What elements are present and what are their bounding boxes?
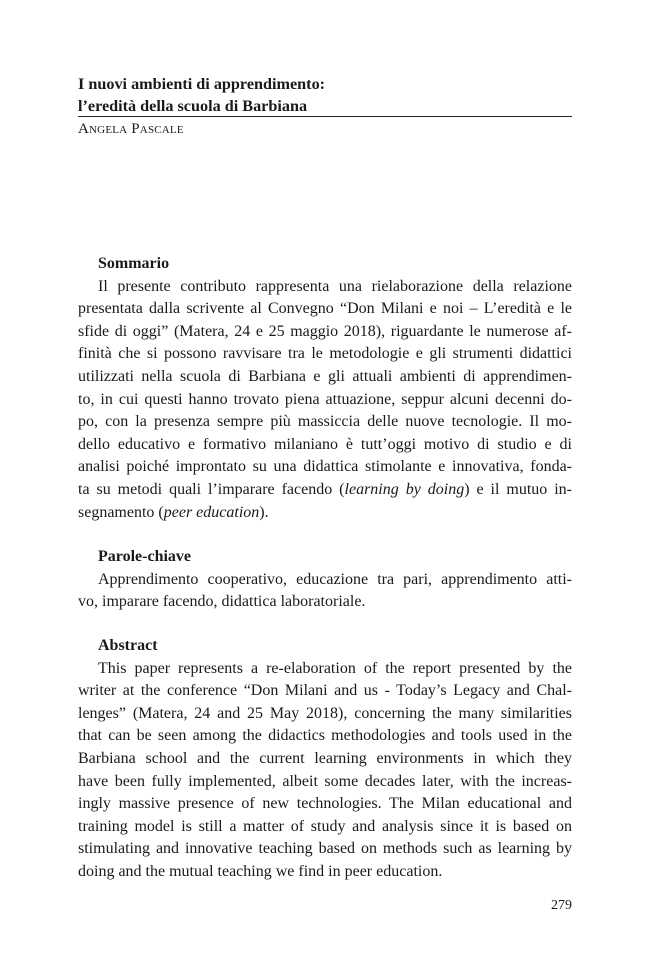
article-title (78, 73, 572, 117)
abstract-line: Barbiana school and the current learning environments in which they (78, 749, 572, 767)
sommario-line: to, in cui questi hanno trovato piena attuazione, seppur alcuni decenni do- (78, 390, 572, 408)
sommario-line-text: ta su metodi quali l’imparare facendo ( (78, 480, 345, 498)
abstract-line: that can be seen among the didactics methodologies and tools used in the (78, 727, 572, 745)
page-number: 279 (551, 898, 572, 913)
abstract-line: ingly massive presence of new technologies. The Milan educational and (78, 795, 572, 813)
abstract-body (78, 658, 572, 884)
parole-chiave-section (78, 546, 572, 614)
sommario-heading: Sommario (98, 255, 170, 272)
sommario-line (78, 502, 572, 525)
abstract-line: writer at the conference “Don Milani and us - Today’s Legacy and Chal- (78, 682, 572, 700)
parole-chiave-body (78, 569, 572, 614)
parole-chiave-line: vo, imparare facendo, didattica laboratoriale. (78, 593, 366, 611)
author-name: Angela Pascale (78, 121, 184, 137)
sommario-line: finità che si possono ravvisare tra le metodologie e gli strumenti didattici (78, 345, 572, 363)
sommario-line: sfide di oggi” (Matera, 24 e 25 maggio 2018), riguardante le numerose af- (78, 322, 572, 340)
abstract-line: This paper represents a re-elaboration of the report presented by the (98, 659, 572, 677)
sommario-line-text: segnamento ( (78, 503, 164, 521)
sommario-line: po, con la presenza sempre più massiccia delle nuove tecnologie. Il mo- (78, 413, 572, 431)
sommario-body (78, 276, 572, 525)
abstract-line: doing and the mutual teaching we find in peer education. (78, 862, 443, 880)
sommario-italic-term: learning by doing (344, 480, 465, 498)
parole-chiave-heading: Parole-chiave (98, 548, 192, 565)
sommario-line: utilizzati nella scuola di Barbiana e gli attuali ambienti di apprendimen- (78, 367, 572, 385)
abstract-section (78, 635, 572, 884)
abstract-line: lenges” (Matera, 24 and 25 May 2018), concerning the many similarities (78, 704, 572, 722)
abstract-heading: Abstract (98, 637, 158, 654)
sommario-line: presentata dalla scrivente al Convegno “Don Milani e noi – L’eredità e le (78, 300, 572, 318)
title-line-1: I nuovi ambienti di apprendimento: (78, 75, 326, 93)
sommario-line (78, 479, 572, 502)
abstract-line: stimulating and innovative teaching based on methods such as learning by (78, 840, 572, 858)
sommario-line-text: ). (259, 503, 269, 521)
sommario-line-text: ) e il mutuo in- (464, 480, 573, 498)
title-line-2: l’eredità della scuola di Barbiana (78, 97, 308, 115)
sommario-italic-term: peer education (163, 503, 260, 521)
abstract-line: training model is still a matter of study and analysis since it is based on (78, 817, 572, 835)
sommario-section (78, 253, 572, 524)
abstract-line: have been fully implemented, albeit some decades later, with the increas- (78, 772, 572, 790)
sommario-line: dello educativo e formativo milaniano è tutt’oggi motivo di studio e di (78, 435, 572, 453)
sommario-line: Il presente contributo rappresenta una rielaborazione della relazione (98, 277, 572, 295)
parole-chiave-line: Apprendimento cooperativo, educazione tra pari, apprendimento atti- (98, 570, 572, 588)
title-rule (78, 116, 572, 117)
sommario-line: analisi poiché improntato su una didattica stimolante e innovativa, fonda- (78, 458, 572, 476)
